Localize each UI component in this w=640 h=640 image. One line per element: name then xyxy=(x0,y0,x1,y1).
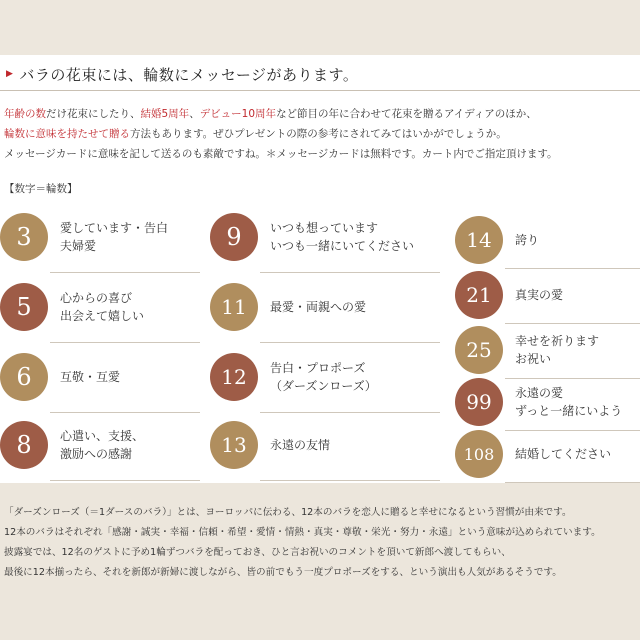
meaning-line: ずっと一緒にいよう xyxy=(515,404,623,418)
rose-count-number: 99 xyxy=(455,378,503,426)
note-line: 披露宴では、12名のゲストに予め1輪ずつバラを配っておき、ひと言お祝いのコメントを頂いて新郎へ渡してもらい、 xyxy=(4,547,511,558)
highlight-text: 年齢の数 xyxy=(4,108,46,120)
rose-count-item-99 xyxy=(455,377,640,427)
rose-count-item-3 xyxy=(0,212,200,262)
meaning-line: 告白・プロポーズ xyxy=(270,361,366,375)
rose-count-number: 21 xyxy=(455,271,503,319)
rose-count-item-8 xyxy=(0,420,200,470)
meaning-line: 幸せを祈ります xyxy=(515,334,600,348)
rose-count-item-12 xyxy=(210,352,440,402)
rose-count-meaning xyxy=(60,427,144,463)
meaning-line: いつも一緒にいてください xyxy=(270,239,415,253)
meaning-line: 出会えて嬉しい xyxy=(60,309,145,323)
section-heading xyxy=(6,64,358,84)
item-underline xyxy=(505,268,640,269)
item-underline xyxy=(50,412,200,413)
meaning-line: お祝い xyxy=(515,352,552,366)
body-text: 方法もあります。ぜひプレゼントの際の参考にされてみてはいかがでしょうか。 xyxy=(130,128,507,140)
rose-count-meaning xyxy=(515,384,622,420)
meaning-line: 心からの喜び xyxy=(60,291,133,305)
meaning-line: 永遠の愛 xyxy=(515,386,564,400)
intro-line-2 xyxy=(4,124,638,144)
rose-count-meaning xyxy=(270,219,414,255)
item-underline xyxy=(505,323,640,324)
item-underline xyxy=(260,342,440,343)
meaning-line: 誇り xyxy=(515,233,540,247)
rose-count-number: 13 xyxy=(210,421,258,469)
rose-count-item-14 xyxy=(455,215,640,265)
note-line: 12本のバラはそれぞれ「感謝・誠実・幸福・信頼・希望・愛情・情熱・真実・尊敬・栄光・努力・永遠」という意味が込められています。 xyxy=(4,527,601,538)
rose-count-meaning xyxy=(515,231,539,249)
triangle-marker-icon: ▶ xyxy=(6,69,14,79)
note-line: 最後に12本揃ったら、それを新郎が新婦に渡しながら、皆の前でもう一度プロポーズをする、という演出も人気があるそうです。 xyxy=(4,567,562,578)
intro-line-3: メッセージカードに意味を記して送るのも素敵ですね。＊メッセージカードは無料です。カート内でご指定頂けます。 xyxy=(4,148,558,160)
meaning-line: いつも想っています xyxy=(270,221,379,235)
rose-count-number: 3 xyxy=(0,213,48,261)
rose-count-number: 9 xyxy=(210,213,258,261)
meaning-line: （ダーズンローズ） xyxy=(270,379,377,393)
meaning-line: 夫婦愛 xyxy=(60,239,97,253)
rose-count-meaning xyxy=(515,445,611,463)
rose-count-meaning xyxy=(60,219,168,255)
intro-line-1 xyxy=(4,104,638,124)
rose-count-number: 25 xyxy=(455,326,503,374)
rose-count-meaning xyxy=(515,332,599,368)
rose-count-meaning xyxy=(60,289,144,325)
rose-count-meaning xyxy=(270,298,366,316)
rose-count-item-5 xyxy=(0,282,200,332)
body-text: 、 xyxy=(189,108,200,120)
body-text: など節目の年に合わせて花束を贈るアイディアのほか、 xyxy=(276,108,537,120)
body-text: だけ花束にしたり、 xyxy=(46,108,141,120)
rose-count-meaning xyxy=(515,286,563,304)
rose-count-item-11 xyxy=(210,282,440,332)
item-underline xyxy=(50,480,200,481)
rose-count-meaning xyxy=(270,436,330,454)
rose-count-number: 8 xyxy=(0,421,48,469)
rose-count-item-108 xyxy=(455,429,640,479)
meaning-line: 互敬・互愛 xyxy=(60,370,121,384)
highlight-text: 結婚5周年 xyxy=(140,108,190,120)
item-underline xyxy=(260,480,440,481)
item-underline xyxy=(260,412,440,413)
item-underline xyxy=(260,272,440,273)
meaning-line: 激励への感謝 xyxy=(60,447,133,461)
highlight-text: 輪数に意味を持たせて贈る xyxy=(4,128,130,140)
rose-count-number: 14 xyxy=(455,216,503,264)
meaning-line: 心遣い、支援、 xyxy=(60,429,145,443)
rose-count-item-9 xyxy=(210,212,440,262)
rose-count-item-21 xyxy=(455,270,640,320)
highlight-text: デビュー10周年 xyxy=(199,108,277,120)
rose-count-item-6 xyxy=(0,352,200,402)
rose-count-number: 6 xyxy=(0,353,48,401)
meaning-line: 結婚してください xyxy=(515,447,612,461)
meaning-line: 永遠の友情 xyxy=(270,438,331,452)
item-underline xyxy=(50,342,200,343)
legend-label: 【数字＝輪数】 xyxy=(4,183,78,195)
meaning-line: 最愛・両親への愛 xyxy=(270,300,367,314)
rose-count-meaning xyxy=(270,359,377,395)
rose-count-number: 5 xyxy=(0,283,48,331)
heading-divider xyxy=(0,90,640,91)
item-underline xyxy=(505,482,640,483)
rose-count-item-25 xyxy=(455,325,640,375)
meaning-line: 愛しています・告白 xyxy=(60,221,169,235)
item-underline xyxy=(50,272,200,273)
rose-count-number: 12 xyxy=(210,353,258,401)
dozen-roses-note xyxy=(4,503,638,583)
meaning-line: 真実の愛 xyxy=(515,288,564,302)
heading-text: バラの花束には、輪数にメッセージがあります。 xyxy=(19,65,359,84)
intro-paragraph xyxy=(4,104,638,164)
rose-count-number: 108 xyxy=(455,430,503,478)
top-band xyxy=(0,0,640,55)
rose-count-number: 11 xyxy=(210,283,258,331)
rose-count-item-13 xyxy=(210,420,440,470)
note-line: 「ダーズンローズ（＝1ダースのバラ）」とは、ヨーロッパに伝わる、12本のバラを恋人に贈ると幸せになるという習慣が由来です。 xyxy=(4,507,572,518)
rose-count-meaning xyxy=(60,368,120,386)
